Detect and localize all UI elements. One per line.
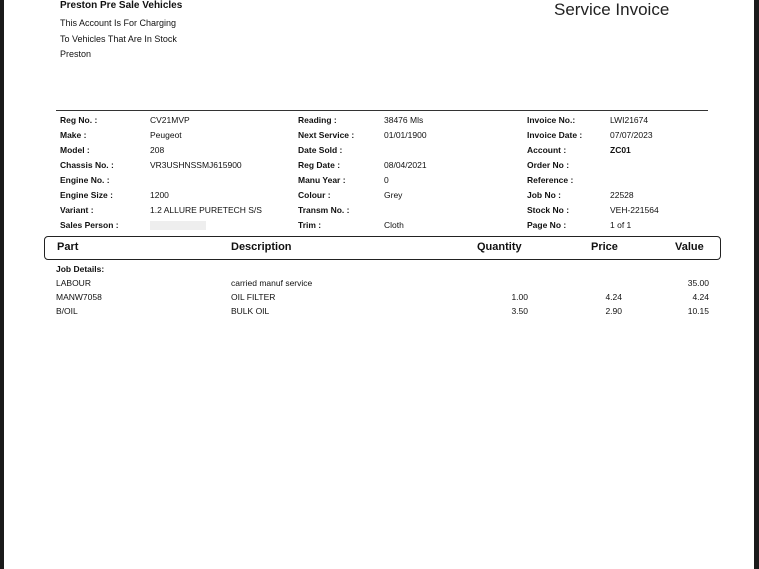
line-quantity: 1.00 [511,292,528,302]
column-header-quantity: Quantity [477,241,522,253]
field-value: 208 [150,145,165,155]
field-label: Account : [527,145,567,155]
line-price: 2.90 [605,306,622,316]
line-part: MANW7058 [56,292,102,302]
header-divider [56,110,708,111]
field-label: Invoice No.: [527,115,576,125]
field-value: Peugeot [150,130,182,140]
line-description: carried manuf service [231,278,313,288]
field-label: Invoice Date : [527,130,583,140]
field-label: Order No : [527,160,570,170]
field-label: Page No : [527,220,567,230]
line-items-header [44,236,721,260]
field-label: Job No : [527,190,561,200]
field-label: Engine No. : [60,175,110,185]
company-name: Preston Pre Sale Vehicles [60,0,183,11]
line-part: B/OIL [56,306,78,316]
line-description: OIL FILTER [231,292,276,302]
field-label: Reference : [527,175,574,185]
field-label: Engine Size : [60,190,113,200]
line-description: BULK OIL [231,306,270,316]
field-value: 07/07/2023 [610,130,653,140]
field-label: Sales Person : [60,220,119,230]
field-value: 1200 [150,190,169,200]
field-label: Date Sold : [298,145,343,155]
field-value: VR3USHNSSMJ615900 [150,160,242,170]
field-value: Grey [384,190,403,200]
field-label: Variant : [60,205,94,215]
column-header-description: Description [231,241,292,253]
company-address-line: To Vehicles That Are In Stock [60,34,177,44]
field-label: Colour : [298,190,331,200]
sales-person-redacted [150,221,206,230]
column-header-price: Price [591,241,618,253]
line-value: 35.00 [687,278,709,288]
field-value: 1 of 1 [610,220,632,230]
field-value: ZC01 [610,145,631,155]
field-value: CV21MVP [150,115,190,125]
field-value: 01/01/1900 [384,130,427,140]
field-value: 08/04/2021 [384,160,427,170]
field-value: VEH-221564 [610,205,659,215]
field-value: 22528 [610,190,634,200]
company-address-line: This Account Is For Charging [60,18,177,28]
job-details-label: Job Details: [56,264,105,274]
column-header-value: Value [675,241,704,253]
field-value: LWI21674 [610,115,649,125]
line-quantity: 3.50 [511,306,528,316]
company-address-line: Preston [60,49,92,59]
field-label: Stock No : [527,205,570,215]
field-value: 1.2 ALLURE PURETECH S/S [150,205,262,215]
line-value: 4.24 [692,292,709,302]
field-label: Make : [60,130,87,140]
field-value: 0 [384,175,389,185]
document-title: Service Invoice [554,0,670,19]
line-price: 4.24 [605,292,622,302]
line-value: 10.15 [687,306,709,316]
field-label: Trim : [298,220,322,230]
field-label: Next Service : [298,130,355,140]
field-value: 38476 Mls [384,115,424,125]
field-label: Model : [60,145,90,155]
field-label: Reading : [298,115,337,125]
field-label: Reg No. : [60,115,98,125]
field-label: Transm No. : [298,205,350,215]
invoice-page [4,0,754,569]
field-value: Cloth [384,220,404,230]
column-header-part: Part [57,241,79,253]
field-label: Chassis No. : [60,160,114,170]
field-label: Reg Date : [298,160,341,170]
field-label: Manu Year : [298,175,346,185]
line-part: LABOUR [56,278,91,288]
